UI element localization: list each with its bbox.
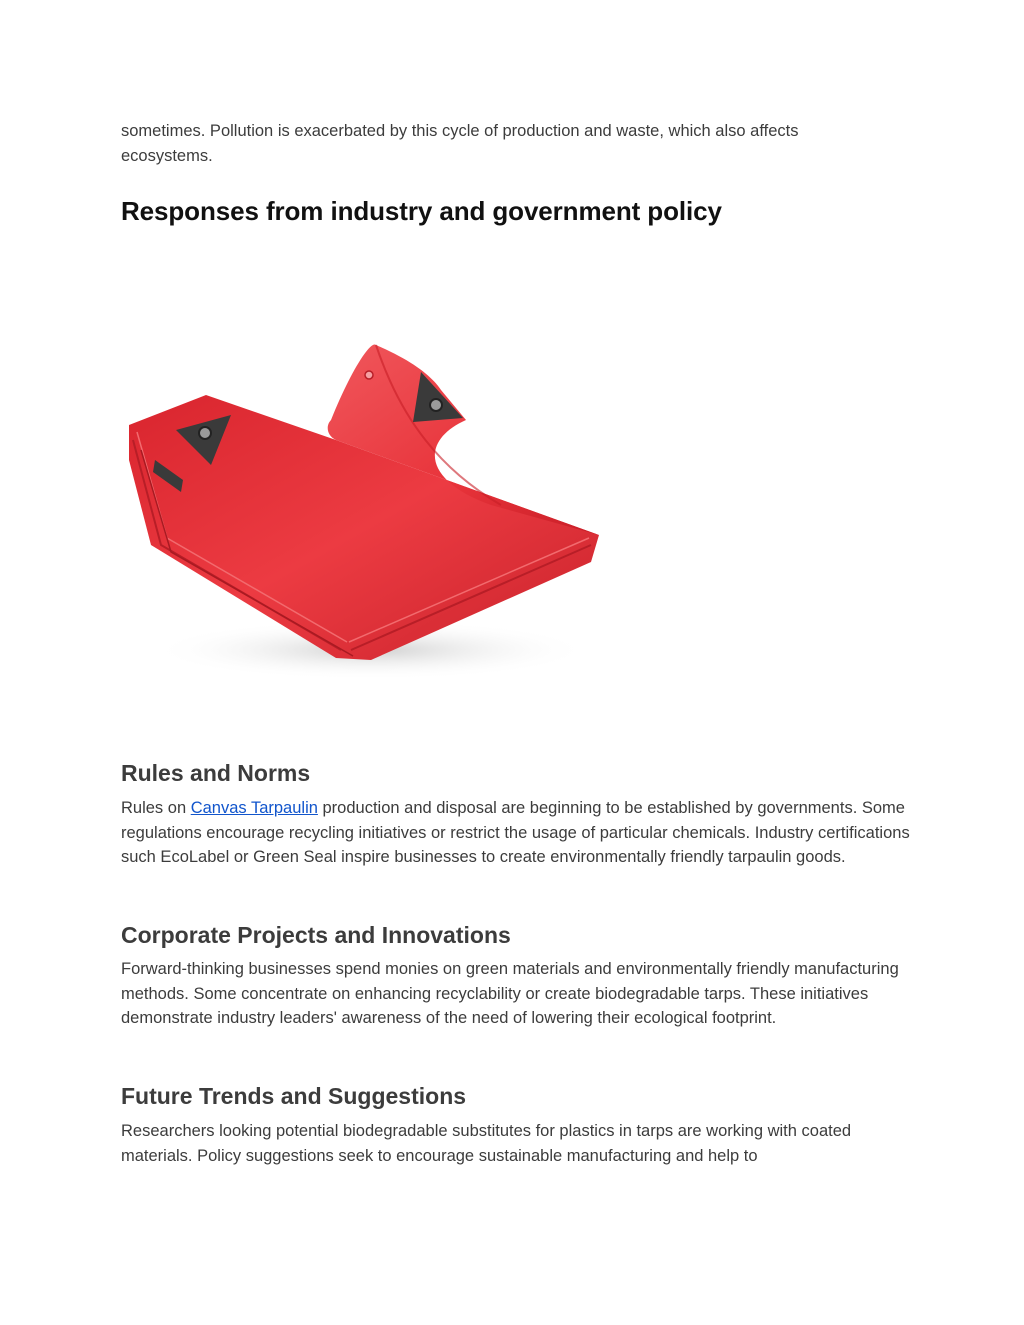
section-paragraph-rules [121, 796, 911, 870]
canvas-tarpaulin-link[interactable]: Canvas Tarpaulin [190, 799, 318, 817]
text-before-link: Rules on [121, 799, 191, 817]
page-title: Responses from industry and government policy [121, 196, 722, 226]
section-heading-corporate: Corporate Projects and Innovations [121, 922, 511, 948]
section-heading-future: Future Trends and Suggestions [121, 1083, 467, 1109]
intro-paragraph: sometimes. Pollution is exacerbated by this cycle of production and waste, which also affects ecosystems. [121, 122, 799, 165]
section-heading-rules: Rules and Norms [121, 760, 311, 786]
text-after-link: production and disposal are beginning to be established by governments. Some regulations encourage recycling initiatives or restrict the usage of particular chemicals. Industry certifications such EcoLabel or Green Seal inspire businesses to create environmentally friendly tarpaulin goods. [121, 799, 910, 866]
section-paragraph-corporate: Forward-thinking businesses spend monies on green materials and environmentally friendly manufacturing methods. Some concentrate on enhancing recyclability or create biodegradable tarps. These initiatives demonstrate industry leaders' awareness of the need of lowering their ecological footprint. [121, 960, 899, 1027]
red-tarpaulin-image [121, 300, 611, 700]
section-paragraph-future: Researchers looking potential biodegradable substitutes for plastics in tarps are working with coated materials. Policy suggestions seek to encourage sustainable manufacturing and help to [121, 1122, 852, 1165]
